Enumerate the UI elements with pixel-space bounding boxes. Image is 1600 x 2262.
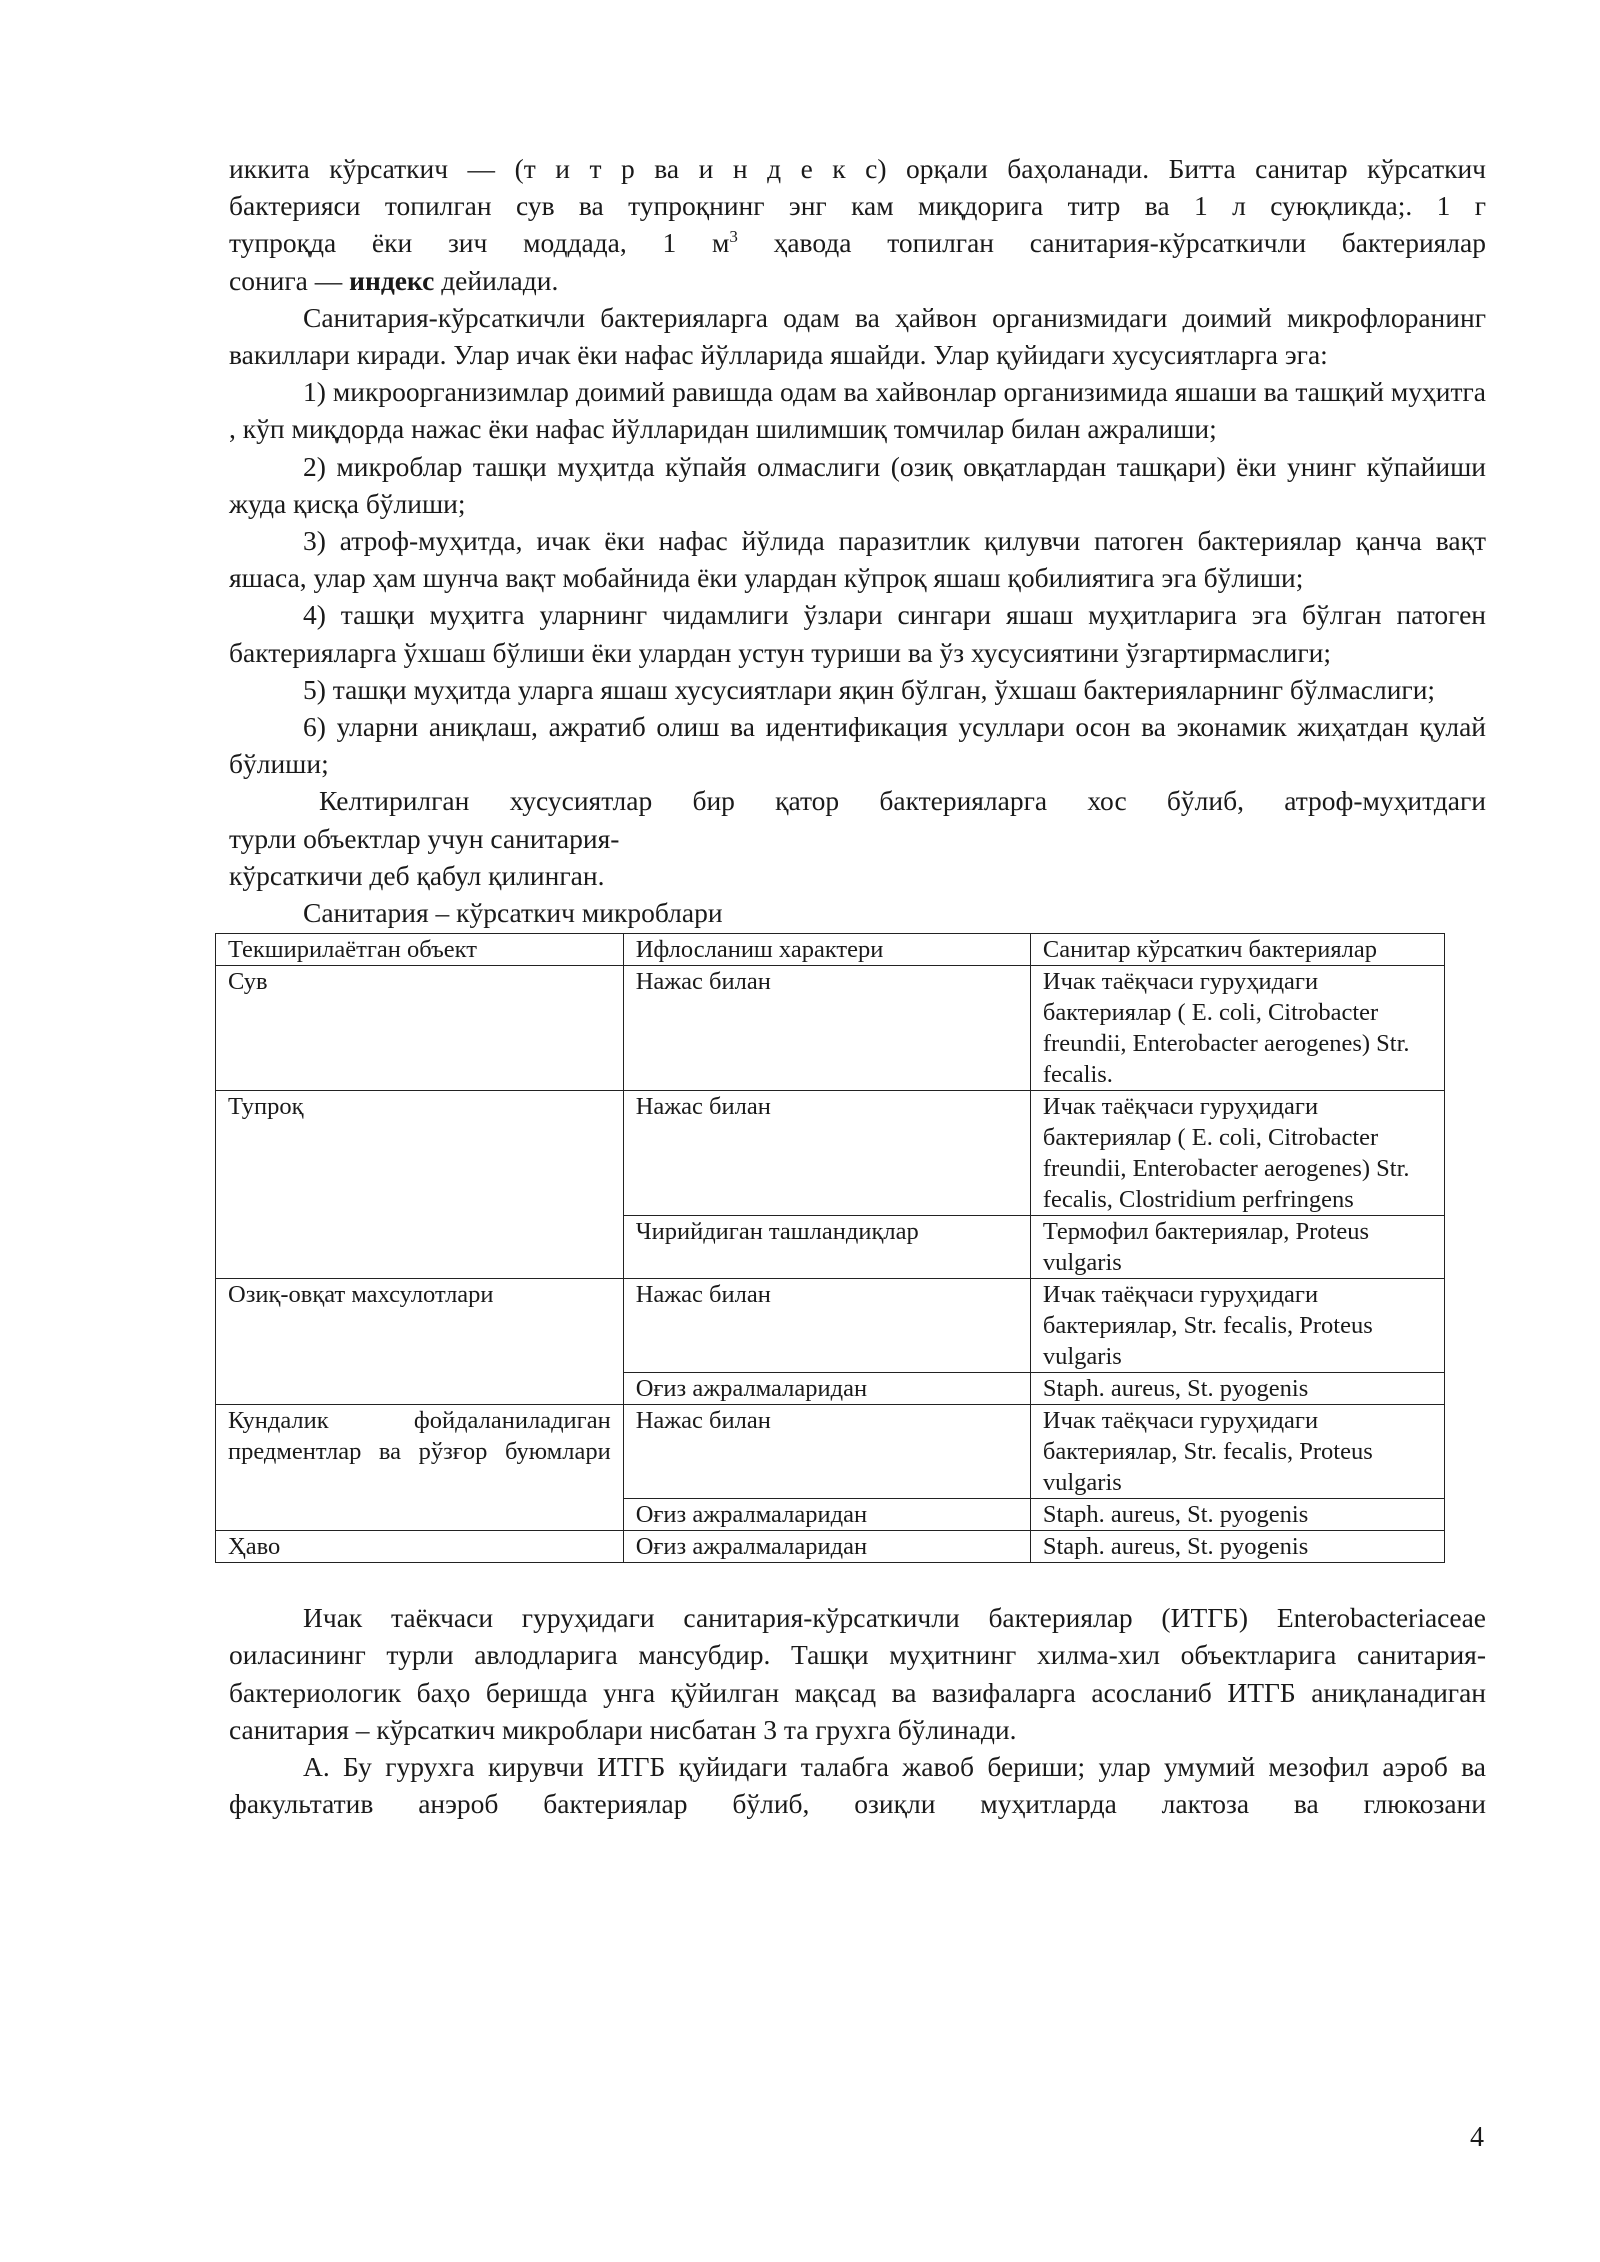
paragraph-summary-line3: кўрсаткичи деб қабул қилинган.: [229, 859, 605, 891]
cell-contamination: Нажас билан: [623, 1091, 1030, 1216]
table-header-row: [216, 934, 1445, 966]
cell-contamination: Чирийдиган ташландиқлар: [623, 1216, 1030, 1279]
paragraph-summary-line2: турли объектлар учун санитария-: [229, 822, 620, 854]
cell-contamination: Оғиз ажралмаларидан: [623, 1373, 1030, 1405]
cell-bacteria: Ичак таёқчаси гуруҳидаги бактериялар, Str. fecalis, Proteus vulgaris: [1030, 1279, 1444, 1373]
cell-bacteria: Staph. aureus, St. pyogenis: [1030, 1531, 1444, 1563]
cell-bacteria: Ичак таёқчаси гуруҳидаги бактериялар, Str. fecalis, Proteus vulgaris: [1030, 1405, 1444, 1499]
cell-bacteria: Staph. aureus, St. pyogenis: [1030, 1373, 1444, 1405]
cell-bacteria: Staph. aureus, St. pyogenis: [1030, 1499, 1444, 1531]
table-row: [216, 1091, 1445, 1216]
cell-contamination: Нажас билан: [623, 966, 1030, 1091]
sanitary-indicator-table: [215, 933, 1445, 1563]
list-item-2: 2) микроблар ташқи муҳитда кўпайя олмаслиги (озиқ овқатлардан ташқари) ёки унинг кўпайиши жуда қисқа бўлиши;: [229, 450, 1486, 519]
cell-object: Сув: [216, 966, 624, 1091]
header-bacteria: Санитар кўрсаткич бактериялар: [1030, 934, 1444, 966]
page-number: 4: [1470, 2122, 1484, 2153]
list-item-4: 4) ташқи муҳитга уларнинг чидамлиги ўзлари сингари яшаш муҳитларига эга бўлган патоген бактерияларга ўхшаш бўлиши ёки улардан устун туриши ва ўз хусусиятини ўзгартирмаслиги;: [229, 599, 1486, 668]
paragraph-itgb: Ичак таёкчаси гуруҳидаги санитария-кўрсаткичли бактериялар (ИТГБ) Enterobacteriaceae оиласининг турли авлодларига мансубдир. Ташқи муҳитнинг хилма-хил объектларига санитария-бактериологик баҳо беришда унга қўйилган мақсад ва вазифаларга асосланиб ИТГБ аниқланадиган санитария – кўрсаткич микроблари нисбатан 3 та грухга бўлинади.: [229, 1602, 1486, 1745]
table-row: [216, 1279, 1445, 1373]
table-row: [216, 1531, 1445, 1563]
superscript: 3: [729, 227, 738, 247]
document-page: [229, 150, 1486, 1822]
paragraph-summary-line1: Келтирилган хусусиятлар бир қатор бактерияларга хос бўлиб, атроф-муҳитдаги: [319, 785, 1486, 817]
text-line: бактерияси топилган сув ва тупроқнинг энг кам миқдорига титр ва 1 л суюқликда;. 1 г: [229, 190, 1486, 222]
text-fragment: ҳавода топилган санитария-кўрсаткичли бактериялар: [737, 227, 1486, 259]
text-line: иккита кўрсаткич — (т и т р ва и н д е к с) орқали баҳоланади. Битта санитар кўрсаткич: [229, 153, 1486, 184]
spacer: [229, 1563, 1486, 1599]
list-item-3: 3) атроф-муҳитда, ичак ёки нафас йўлида паразитлик қилувчи патоген бактериялар қанча вақт яшаса, улар ҳам шунча вақт мобайнида ёки улардан кўпроқ яшаш қобилиятига эга бўлиши;: [229, 525, 1486, 594]
cell-bacteria: Ичак таёқчаси гуруҳидаги бактериялар ( E. coli, Citrobacter freundii, Enterobacter aerogenes) Str. fecalis.: [1030, 966, 1444, 1091]
header-object: Текширилаётган объект: [216, 934, 624, 966]
list-item-6: 6) уларни аниқлаш, ажратиб олиш ва идентификация усуллари осон ва эконамик жиҳатдан қулай бўлиши;: [229, 711, 1486, 780]
cell-object: Тупроқ: [216, 1091, 624, 1279]
cell-object: Озиқ-овқат махсулотлари: [216, 1279, 624, 1405]
cell-bacteria: Термофил бактериялар, Proteus vulgaris: [1030, 1216, 1444, 1279]
cell-contamination: Оғиз ажралмаларидан: [623, 1499, 1030, 1531]
table-row: [216, 966, 1445, 1091]
text-line: [229, 262, 1486, 299]
text-fragment: дейилади.: [434, 264, 559, 296]
cell-contamination: Оғиз ажралмаларидан: [623, 1531, 1030, 1563]
text-fragment: тупроқда ёки зич моддада, 1 м: [229, 227, 730, 259]
list-item-5: 5) ташқи муҳитда уларга яшаш хусусиятлари яқин бўлган, ўхшаш бактерияларнинг бўлмаслиги;: [303, 673, 1436, 705]
cell-object: Кундалик фойдаланиладиган предментлар ва рўзғор буюмлари: [216, 1405, 624, 1531]
cell-bacteria: Ичак таёқчаси гуруҳидаги бактериялар ( E. coli, Citrobacter freundii, Enterobacter aerogenes) Str. fecalis, Clostridium perfringens: [1030, 1091, 1444, 1216]
text-line: [229, 187, 1486, 224]
cell-contamination: Нажас билан: [623, 1279, 1030, 1373]
header-contamination: Ифлосланиш характери: [623, 934, 1030, 966]
cell-object: Ҳаво: [216, 1531, 624, 1563]
paragraph-intro: Санитария-кўрсаткичли бактерияларга одам ва ҳайвон организмидаги доимий микрофлоранинг вакиллари киради. Улар ичак ёки нафас йўлларида яшайди. Улар қуйидаги хусусиятларга эга:: [229, 301, 1486, 371]
cell-contamination: Нажас билан: [623, 1405, 1030, 1499]
text-line: [229, 224, 1486, 261]
bold-term: индекс: [349, 264, 435, 296]
paragraph-group-a: А. Бу гурухга кирувчи ИТГБ қуйидаги талабга жавоб бериши; улар умумий мезофил аэроб ва факультатив анэроб бактериялар бўлиб, озиқли муҳитларда лактоза ва глюкозани: [229, 1751, 1486, 1820]
text-fragment: сонига —: [229, 264, 350, 296]
list-item-1: 1) микроорганизимлар доимий равишда одам ва хайвонлар организимида яшаши ва ташқий муҳитга , кўп миқдорда нажас ёки нафас йўлларидан шилимшиқ томчилар билан ажралиши;: [229, 376, 1486, 445]
table-caption: Санитария – кўрсаткич микроблари: [303, 897, 723, 929]
table-row: [216, 1405, 1445, 1499]
paragraph-titre-index: [229, 150, 1486, 187]
